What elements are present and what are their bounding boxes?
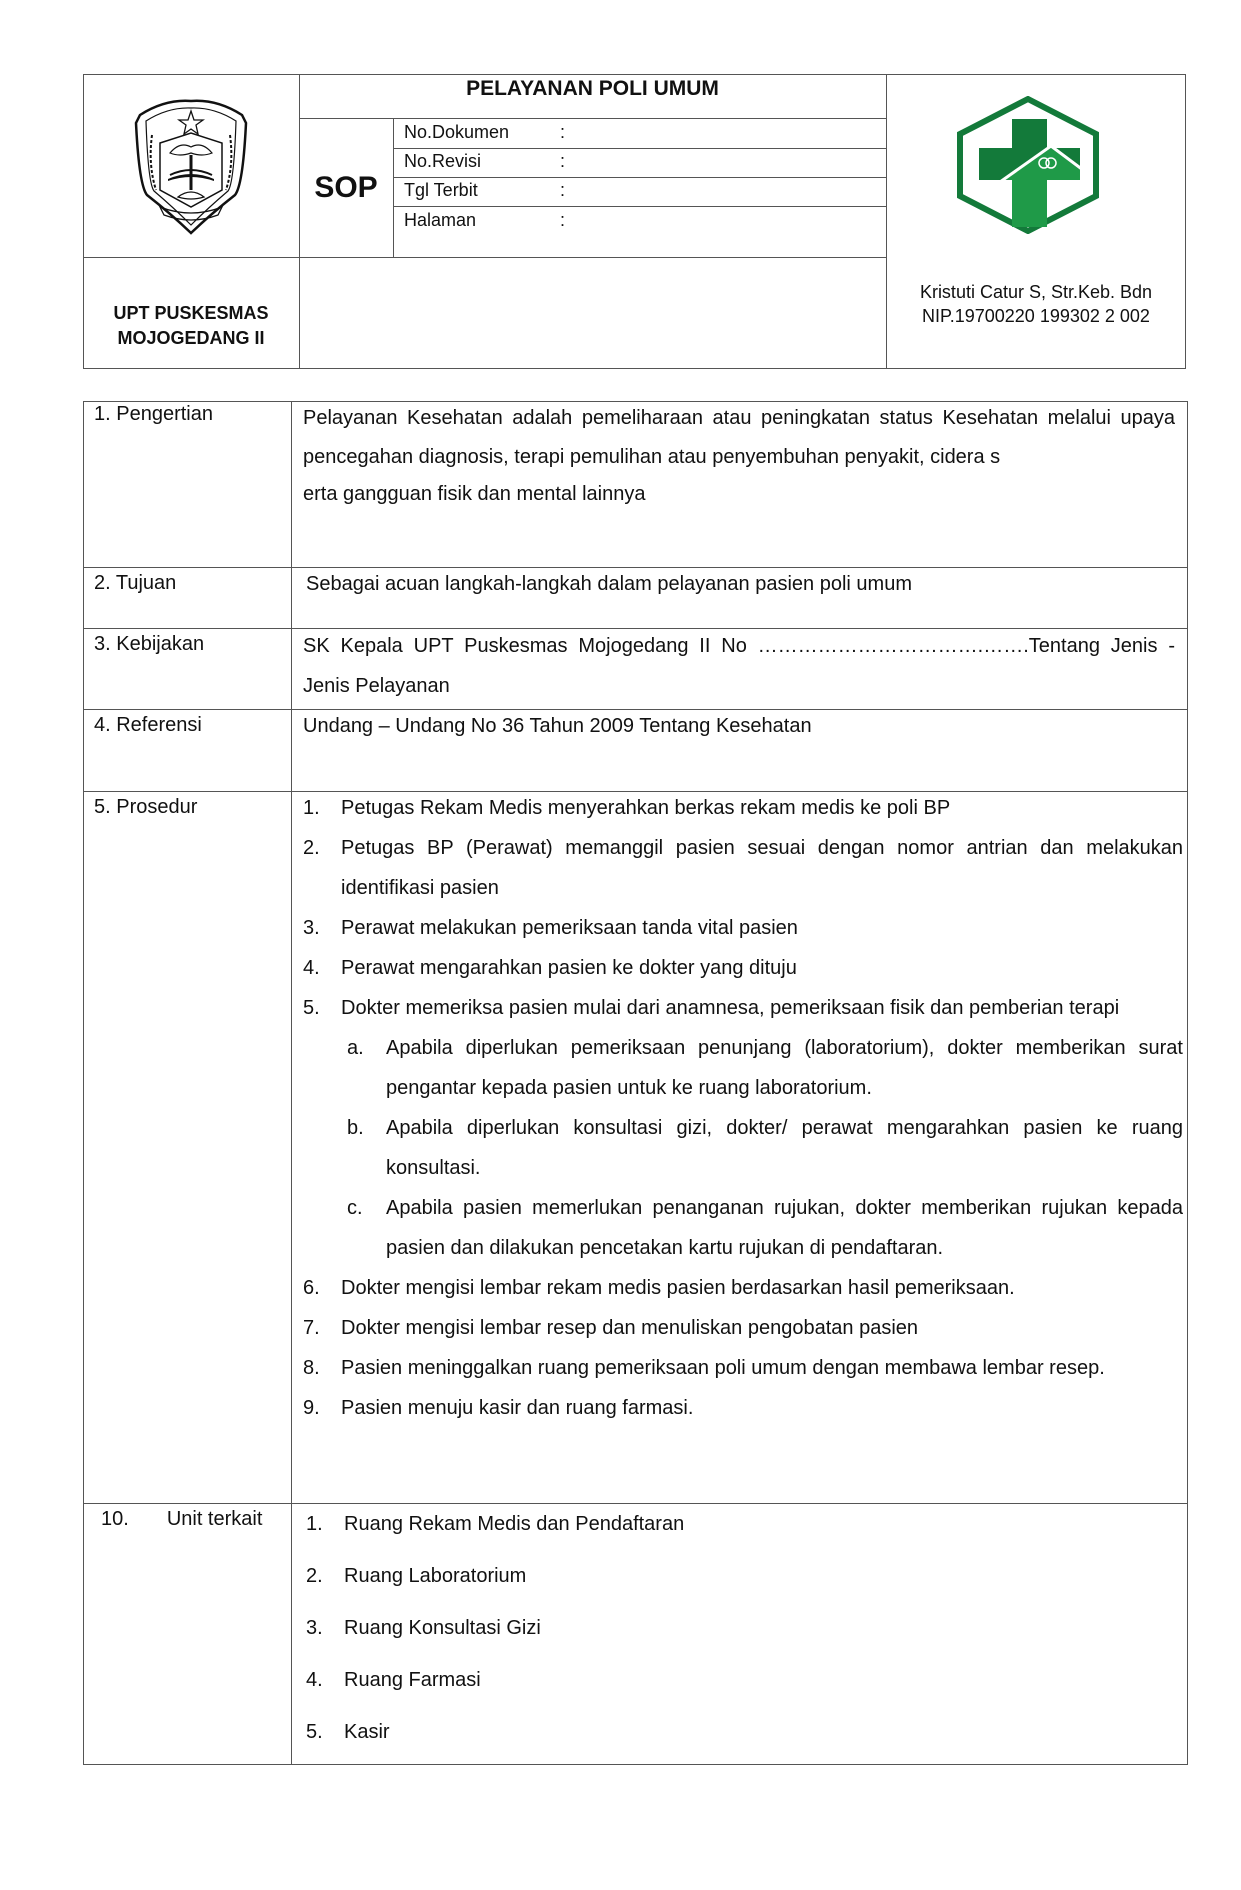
substep-letter: a. [347, 1037, 364, 1059]
section-content-tujuan: Sebagai acuan langkah-langkah dalam pelayanan pasien poli umum [306, 573, 912, 595]
meta-sep: : [560, 122, 566, 142]
doc-type-label: SOP [314, 170, 378, 204]
meta-label: No.Revisi [404, 151, 482, 171]
meta-label: Halaman [404, 210, 477, 230]
section-content-referensi: Undang – Undang No 36 Tahun 2009 Tentang Kesehatan [303, 715, 812, 737]
unit-item [306, 1498, 684, 1550]
pengertian-text-cont: erta gangguan fisik dan mental lainnya [303, 483, 646, 505]
procedure-step [303, 908, 1183, 948]
procedure-substep [303, 1188, 1183, 1268]
section-label-tujuan: 2. Tujuan [94, 572, 177, 594]
substep-letter: b. [347, 1117, 364, 1139]
step-number: 8. [303, 1357, 320, 1379]
row-divider [83, 709, 1188, 710]
unit-text: Kasir [344, 1721, 390, 1743]
header-divider [393, 118, 394, 257]
header-divider [393, 148, 886, 149]
signer-block [886, 280, 1186, 328]
org-line: MOJOGEDANG II [117, 328, 265, 348]
substep-text: Apabila diperlukan konsultasi gizi, dokter/ perawat mengarahkan pasien ke ruang konsultasi. [386, 1117, 1183, 1179]
unit-number: 4. [306, 1669, 323, 1691]
meta-sep: : [560, 180, 566, 200]
section-number: 10. [101, 1508, 129, 1530]
step-number: 5. [303, 997, 320, 1019]
step-text: Dokter memeriksa pasien mulai dari anamnesa, pemeriksaan fisik dan pemberian terapi [341, 997, 1120, 1019]
unit-terkait-list [306, 1498, 684, 1758]
meta-row-tgl-terbit [404, 179, 565, 201]
step-text: Dokter mengisi lembar rekam medis pasien berdasarkan hasil pemeriksaan. [341, 1277, 1015, 1299]
step-text: Perawat melakukan pemeriksaan tanda vital pasien [341, 917, 798, 939]
unit-item [306, 1550, 684, 1602]
meta-row-halaman [404, 209, 565, 231]
meta-label: Tgl Terbit [404, 180, 478, 200]
unit-text: Ruang Konsultasi Gizi [344, 1617, 541, 1639]
meta-row-no-dokumen [404, 121, 565, 143]
procedure-step [303, 1308, 1183, 1348]
unit-text: Ruang Rekam Medis dan Pendaftaran [344, 1513, 685, 1535]
step-number: 1. [303, 797, 320, 819]
unit-item [306, 1654, 684, 1706]
step-text: Petugas BP (Perawat) memanggil pasien sesuai dengan nomor antrian dan melakukan identifikasi pasien [341, 837, 1183, 899]
unit-item [306, 1706, 684, 1758]
section-label-text: Unit terkait [166, 1508, 263, 1530]
step-number: 6. [303, 1277, 320, 1299]
step-text: Pasien meninggalkan ruang pemeriksaan poli umum dengan membawa lembar resep. [341, 1357, 1105, 1379]
procedure-step [303, 948, 1183, 988]
procedure-step [303, 828, 1183, 908]
step-text: Petugas Rekam Medis menyerahkan berkas rekam medis ke poli BP [341, 797, 951, 819]
step-text: Dokter mengisi lembar resep dan menuliskan pengobatan pasien [341, 1317, 919, 1339]
step-number: 2. [303, 837, 320, 859]
body-column-divider [291, 401, 292, 1765]
substep-text: Apabila pasien memerlukan penanganan rujukan, dokter memberikan rujukan kepada pasien dan dilakukan pencetakan kartu rujukan di pendaftaran. [386, 1197, 1183, 1259]
header-divider [393, 177, 886, 178]
step-number: 7. [303, 1317, 320, 1339]
step-text: Pasien menuju kasir dan ruang farmasi. [341, 1397, 694, 1419]
procedure-substep [303, 1108, 1183, 1188]
step-number: 9. [303, 1397, 320, 1419]
section-content-pengertian [303, 399, 1175, 511]
organization-name [83, 257, 299, 369]
procedure-step [303, 1268, 1183, 1308]
puskesmas-logo-icon [955, 96, 1101, 234]
procedure-step [303, 988, 1183, 1028]
header-divider [393, 206, 886, 207]
section-label-unit-terkait [101, 1506, 262, 1532]
meta-sep: : [560, 151, 566, 171]
step-number: 3. [303, 917, 320, 939]
unit-number: 5. [306, 1721, 323, 1743]
unit-item [306, 1602, 684, 1654]
pengertian-text: Pelayanan Kesehatan adalah pemeliharaan atau peningkatan status Kesehatan melalui upaya pencegahan diagnosis, terapi pemulihan atau penyembuhan penyakit, cidera s [303, 407, 1175, 468]
section-label-prosedur: 5. Prosedur [94, 796, 198, 818]
document-title: PELAYANAN POLI UMUM [466, 77, 719, 100]
step-number: 4. [303, 957, 320, 979]
meta-row-no-revisi [404, 150, 565, 172]
section-label-pengertian: 1. Pengertian [94, 403, 213, 425]
regency-crest-icon [130, 95, 252, 237]
step-text: Perawat mengarahkan pasien ke dokter yang dituju [341, 957, 797, 979]
section-content-kebijakan: SK Kepala UPT Puskesmas Mojogedang II No …………………………….…….Tentang Jenis - Jenis Pelayanan [303, 635, 1175, 697]
meta-sep: : [560, 210, 566, 230]
unit-number: 3. [306, 1617, 323, 1639]
section-label-kebijakan: 3. Kebijakan [94, 633, 205, 655]
signer-nip: NIP.19700220 199302 2 002 [922, 306, 1150, 326]
meta-label: No.Dokumen [404, 122, 510, 142]
substep-letter: c. [347, 1197, 363, 1219]
unit-number: 1. [306, 1513, 323, 1535]
section-label-referensi: 4. Referensi [94, 714, 202, 736]
signer-name: Kristuti Catur S, Str.Keb. Bdn [919, 282, 1153, 302]
procedure-step [303, 1348, 1183, 1388]
org-line: UPT PUSKESMAS [113, 303, 269, 323]
procedure-substep [303, 1028, 1183, 1108]
unit-number: 2. [306, 1565, 323, 1587]
substep-text: Apabila diperlukan pemeriksaan penunjang (laboratorium), dokter memberikan surat pengantar kepada pasien untuk ke ruang laboratorium. [386, 1037, 1183, 1099]
row-divider [83, 567, 1188, 568]
procedure-step [303, 1388, 1183, 1428]
unit-text: Ruang Farmasi [344, 1669, 481, 1691]
unit-text: Ruang Laboratorium [344, 1565, 527, 1587]
procedure-step [303, 788, 1183, 828]
prosedur-steps [303, 788, 1183, 1428]
